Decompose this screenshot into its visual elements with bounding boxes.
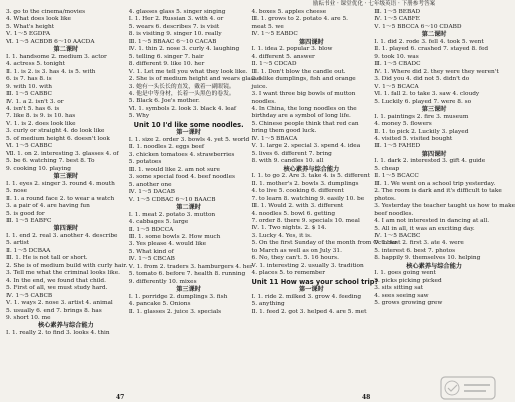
answer-line: Ⅱ. 1. played 6. crashed 7. stayed 8. fed — [374, 46, 489, 53]
answer-line: 4. cabbages 5. large — [128, 219, 189, 226]
columns — [6, 9, 515, 392]
answer-line: Ⅲ. 1. Don't blow the candle out. — [251, 68, 346, 75]
answer-line: Ⅰ. 1. paintings 2. fire 3. museum — [374, 113, 469, 120]
answer-line: 4. glasses glass 5. singer singing — [128, 9, 226, 15]
answer-line: 5. be 6. watching 7. best 8. To — [6, 158, 95, 165]
answer-line: 5. First of all, we must study hard. — [6, 285, 108, 292]
answer-line: 3. a pair of 4. are having fun — [6, 203, 90, 210]
answer-line: 5. nose — [6, 188, 28, 195]
answer-line: Ⅱ. 1. a round face 2. to wear a watch — [6, 195, 115, 202]
section-heading: 第四课时 — [53, 225, 79, 233]
answer-line: 7. order 8. there 9. specials 10. meal — [251, 217, 360, 224]
answer-line: Ⅴ. 1. fast 2. first 3. ate 4. were — [374, 240, 464, 247]
answer-line: Ⅵ. 1. fall 2. to take 3. saw 4. cloudy — [374, 91, 480, 98]
answer-line: 5. interest 6. best 7. photos — [374, 247, 456, 254]
answer-line: 8. happily 9. themselves 10. helping — [374, 255, 481, 262]
answer-line: 8. is visiting 9. singer 10. really — [128, 31, 222, 38]
answer-line: 5. of medium height 6. doesn't look — [6, 135, 110, 142]
answer-line: Ⅲ. 1. grows to 2. potato 4. are 5. — [251, 16, 348, 23]
answer-line: 3. go to the cinema/movies — [6, 9, 86, 15]
answer-line: Ⅲ. 1. some bowls 2. How much — [128, 234, 221, 241]
answer-line: Ⅳ. 1. thin 2. nose 3. curly 4. laughing — [128, 46, 240, 53]
answer-line: 3. some special food 4. beef noodles — [128, 174, 236, 181]
answer-line: Ⅲ. 1～5 BBAAC 6～10 CACAB — [128, 38, 217, 45]
section-heading: 第四课时 — [299, 38, 324, 46]
answer-line: Ⅵ. 1～5 ACBDB 6～10 AACDA — [6, 38, 95, 45]
answer-line: Ⅲ. 1. He is not tall or short. — [6, 255, 88, 262]
answer-line: 5. is good for — [6, 210, 45, 217]
answer-line: 5. grows growing grew — [374, 300, 443, 307]
answer-line: Ⅰ. 1. end 2. real 3. another 4. describe — [6, 233, 118, 240]
answer-line: 4. What does look like — [6, 16, 71, 23]
answer-line: Ⅴ. 1. large 2. special 3. spend 4. idea — [251, 143, 361, 150]
answer-line: 5. Luckily 6. played 7. were 8. so — [374, 98, 472, 105]
answer-line: 9. with 10. with — [6, 83, 53, 90]
answer-line: meat 5. we — [251, 23, 284, 30]
answer-line: Ⅲ. 1～5 BEBAD — [374, 9, 421, 15]
answer-line: 4. to live 5. cooking 6. different — [251, 188, 344, 195]
answer-line: 5. lives 6. different 7. bring — [251, 150, 332, 157]
answer-line: Ⅴ. 1～5 BCACA — [374, 83, 419, 90]
answer-line: Ⅲ. 1～5 CABBC — [6, 91, 52, 98]
answer-line: 4. 他是中等身材，长着一头黑色的卷发。 — [128, 90, 235, 97]
answer-line: Ⅴ. 1. is 2. does look like — [6, 120, 76, 127]
section-heading: 第三课时 — [53, 173, 79, 181]
answer-line: Ⅰ. 1. goes going went — [374, 270, 436, 277]
answer-line: 4. I am not interested in dancing at all. — [374, 218, 490, 225]
answer-line: 4. In the end, we found that child. — [6, 277, 106, 284]
answer-line: Ⅳ. 1～5 BACBC — [374, 233, 421, 240]
column-4 — [374, 9, 515, 392]
answer-line: Ⅳ. 1～5 EABDC — [251, 31, 298, 38]
answer-line: 4. places 5. to remember — [251, 270, 325, 277]
column-1 — [6, 9, 126, 392]
answer-line: Ⅴ. 1. interesting 2. usually 3. tradition — [251, 262, 364, 269]
answer-line: Ⅳ. 1～5 CBCAB — [128, 256, 175, 263]
answer-line: to March as well as on July 31. — [251, 247, 342, 254]
answer-line: 3. Did you 4. did not 5. didn't do — [374, 76, 470, 83]
answer-line: 5. What's height — [6, 23, 55, 30]
answer-line: 5. wears 6. describes 7. is visit — [128, 23, 220, 30]
answer-line: 5. anything — [251, 301, 285, 308]
unit-title: Unit 10 I'd like some noodles. — [133, 120, 244, 129]
answer-line: 4. pancake 5. Onions — [128, 301, 191, 308]
answer-line: 3. Yes please 4. would like — [128, 241, 207, 248]
answer-line: 8. with 9. candles 10. all — [251, 158, 324, 165]
answer-line: Ⅱ. 1～5 BDCCA — [128, 226, 174, 233]
section-heading: 第二课时 — [176, 204, 201, 212]
answer-line: 3. curly or straight 4. do look like — [6, 128, 105, 135]
answer-line: Ⅰ. 1. dark 2. interested 3. gift 4. guide — [374, 158, 486, 165]
answer-line: Ⅴ. 1～5 EGDFA — [6, 31, 51, 38]
answer-line: 2. picks picking picked — [374, 277, 442, 284]
answer-line: Ⅲ. 1～5 FAHED — [374, 143, 421, 150]
answer-line: 9. differently 10. mixes — [128, 278, 197, 285]
answer-line: Ⅰ. 1. ride 2. milked 3. grow 4. feeding — [251, 293, 362, 300]
answer-line: 4. noodles 5. bowl 6. getting — [251, 210, 336, 217]
answer-line: 5. cheap — [374, 165, 400, 172]
answer-line: 6. is 7. has 8. is — [6, 76, 52, 83]
answer-line: 2. The room is dark and it's difficult to take — [374, 188, 502, 195]
answer-line: birthday are a symbol of long life. — [251, 113, 351, 120]
answer-line: Ⅳ. 1. Where did 2. they were they weren't — [374, 68, 499, 75]
section-heading: 核心素养与综合能力 — [406, 262, 462, 270]
answer-line: Ⅴ. 1. Let me tell you what they look like. — [128, 68, 248, 75]
answer-line: Ⅴ. 1. from 2. traders 3. hamburgers 4. her — [128, 263, 253, 270]
section-heading: 第三课时 — [176, 286, 201, 294]
answer-line: Ⅰ. 1. Her 2. Russian 3. with 4. or — [128, 16, 224, 23]
answer-line: Ⅱ. 1～5 BCACC — [374, 173, 419, 180]
answer-line: 4. boxes 5. apples cheese — [251, 9, 327, 15]
answer-line: 4. different 5. answer — [251, 53, 315, 60]
answer-line: 7. like 8. is 9. is 10. has — [6, 113, 76, 120]
section-heading: 核心素养与综合能力 — [38, 322, 94, 330]
section-heading: 第二课时 — [421, 31, 447, 39]
answer-line: Ⅰ. 1. porridge 2. dumplings 3. fish — [128, 293, 228, 300]
answer-line: Ⅰ. 1. eyes 2. singer 3. round 4. mouth — [6, 180, 115, 187]
answer-line: 7. to learn 8. watching 9. easily 10. be — [251, 195, 365, 202]
answer-line: 4. In China, the long noodles on the — [251, 106, 357, 113]
answer-line: 2. She is of medium build with curly hair. — [6, 262, 128, 269]
answer-line: Ⅱ. 1. glasses 2. juice 3. specials — [128, 308, 222, 315]
answer-line: Ⅲ. 1. We went on a school trip yesterday. — [374, 180, 496, 187]
answer-line: Ⅴ. 1～5 BBCCA 6～10 CDABD — [374, 23, 462, 30]
answer-line: 2. She is of medium height and wears glasses. — [128, 76, 265, 83]
answer-line: Ⅳ. 1～5 CABFE — [374, 16, 420, 23]
answer-line: noodles. — [251, 98, 277, 105]
answer-line: 3. sits sitting sat — [374, 285, 423, 292]
answer-line: 3. Lucky 4. Yes, it is. — [251, 232, 312, 239]
answer-line: 8. different 9. like 10. her — [128, 61, 205, 68]
answer-line: 2. I like dumplings, fish and orange — [251, 76, 356, 83]
answer-line: 4. money 5. flowers — [374, 121, 432, 128]
answer-line: Ⅱ. 1. mother's 2. bowls 3. dumplings — [251, 180, 359, 187]
answer-line: Ⅲ. 1. Would 2. with 3. different — [251, 203, 344, 210]
section-heading: 第一课时 — [299, 286, 324, 294]
answer-line: 3. I want three big bowls of mutton — [251, 91, 356, 98]
answer-line: beef noodles. — [374, 210, 414, 217]
answer-line: Ⅰ. 1. really 2. to find 3. looks 4. thin — [6, 330, 110, 337]
page-number-right: 48 — [362, 394, 371, 401]
answer-line: Ⅳ. 1～5 BBACA — [251, 135, 298, 142]
answer-line: 5. What kind of — [128, 248, 174, 255]
answer-line: 5. Chinese people think that red can — [251, 120, 359, 127]
section-heading: 第二课时 — [53, 46, 79, 54]
answer-line: Ⅰ. 1. size 2. order 3. bowls 4. yet 5. world — [128, 136, 250, 143]
answer-line: Ⅰ. 1. idea 2. popular 3. blow — [251, 46, 333, 53]
answer-line: Ⅴ. 1. ways 2. nose 3. artist 4. animal — [6, 300, 113, 307]
answer-line: Ⅵ. 1. symbols 2. look 3. black 4. leaf — [128, 105, 237, 112]
answer-line: Ⅳ. 1. a 2. isn't 3. or — [6, 98, 64, 105]
answer-line: Ⅰ. 1. did 2. rode 3. fell 4. took 5. went — [374, 38, 484, 45]
answer-line: Ⅴ. 1～5 CDBAC 6～10 BAACB — [128, 196, 216, 203]
section-heading: 第四课时 — [421, 150, 447, 158]
answer-line: juice. — [251, 83, 268, 90]
unit-title: Unit 11 How was your school trip? — [251, 277, 379, 286]
answer-line: 5. Black 6. Joe's mother. — [128, 98, 200, 105]
answer-line: 3. Tell me what the criminal looks like. — [6, 270, 120, 277]
answer-line: 3. 她有一头长长的直发，戴着一副眼镜。 — [128, 83, 235, 90]
answer-line: 9. cooking 10. playing — [6, 165, 71, 172]
answer-line: 4. isn't 5. has 6. is — [6, 106, 60, 113]
answer-line: 5. another one — [128, 181, 172, 188]
answer-line: 5. potatoes — [128, 159, 162, 166]
answer-line: 5. On the first Sunday of the month from October — [251, 240, 397, 247]
answer-line: 4. sees seeing saw — [374, 292, 429, 299]
answer-line: bring them good luck. — [251, 128, 317, 135]
answer-line: 5. telling 6. singer 7. hair — [128, 53, 204, 60]
answer-line: Ⅵ. 1～5 CABBC — [6, 143, 53, 150]
answer-line: 5. All in all, it was an exciting day. — [374, 225, 475, 232]
answer-line: Ⅲ. 1～5 CBADC — [374, 61, 421, 68]
section-heading: 第一课时 — [176, 129, 201, 137]
section-heading: 核心素养与综合能力 — [283, 165, 340, 173]
answer-line: 5. tomato 6. before 7. health 8. running — [128, 271, 246, 278]
watermark-stamp-icon — [440, 376, 496, 400]
answer-line: 9. short 10. me — [6, 315, 51, 321]
answer-line: Ⅰ. 1. to go 2. Are 3. take 4. is 5. different — [251, 173, 370, 180]
answer-line: Ⅱ. 1～5 DCBAA — [6, 247, 51, 254]
answer-line: Ⅳ. 1～5 DACAB — [128, 189, 175, 196]
answer-line: Ⅳ. 1～5 CABCB — [6, 292, 53, 299]
answer-line: Ⅱ. 1～5 CDCAD — [251, 61, 297, 68]
answer-line: Ⅱ. 1. noodles 2. eggs beef — [128, 144, 205, 151]
answer-line: Ⅲ. 1. would like 2. am not sure — [128, 166, 220, 173]
answer-line: Ⅶ. 1. on 2. interesting 3. glasses 4. of — [6, 150, 119, 157]
answer-line: 4. visited 5. visited bought — [374, 135, 453, 142]
answer-line: 5. Why — [128, 113, 150, 120]
column-2 — [128, 9, 265, 392]
answer-line: 3. chicken tomatoes 4. strawberries — [128, 151, 235, 158]
answer-line: Ⅳ. 1. Two nights. 2. $ 14. — [251, 225, 327, 232]
page-header: 励耘书业 · 课堂优化 · 七年级英语 · 下册参考答案 — [312, 1, 436, 7]
answer-line: photos. — [374, 195, 396, 202]
answer-line: Ⅱ. 1. to pick 2. Luckily 3. played — [374, 128, 469, 135]
answer-line: 3. Yesterday the teacher taught us how to make — [374, 203, 515, 210]
section-heading: 第三课时 — [421, 106, 447, 114]
answer-line: 5. artist — [6, 240, 30, 247]
answer-line: Ⅱ. 1. is 2. is 3. has 4. is 5. with — [6, 68, 96, 75]
answer-line: Ⅱ. 1. feed 2. got 3. helped 4. are 5. met — [251, 308, 367, 315]
answer-line: Ⅰ. 1. handsome 2. medium 3. actor — [6, 53, 107, 60]
answer-line: 9. took 10. was — [374, 53, 419, 60]
answer-line: 5. usually 6. end 7. brings 8. has — [6, 307, 102, 314]
answer-line: Ⅲ. 1～5 EABFC — [6, 217, 52, 224]
answer-line: Ⅰ. 1. meat 2. potato 3. mutton — [128, 211, 216, 218]
answer-line: 4. actress 5. tonight — [6, 61, 65, 68]
answer-line: 6. No, they can't. 5. 16 hours. — [251, 255, 339, 262]
page-number-left: 47 — [116, 394, 125, 401]
